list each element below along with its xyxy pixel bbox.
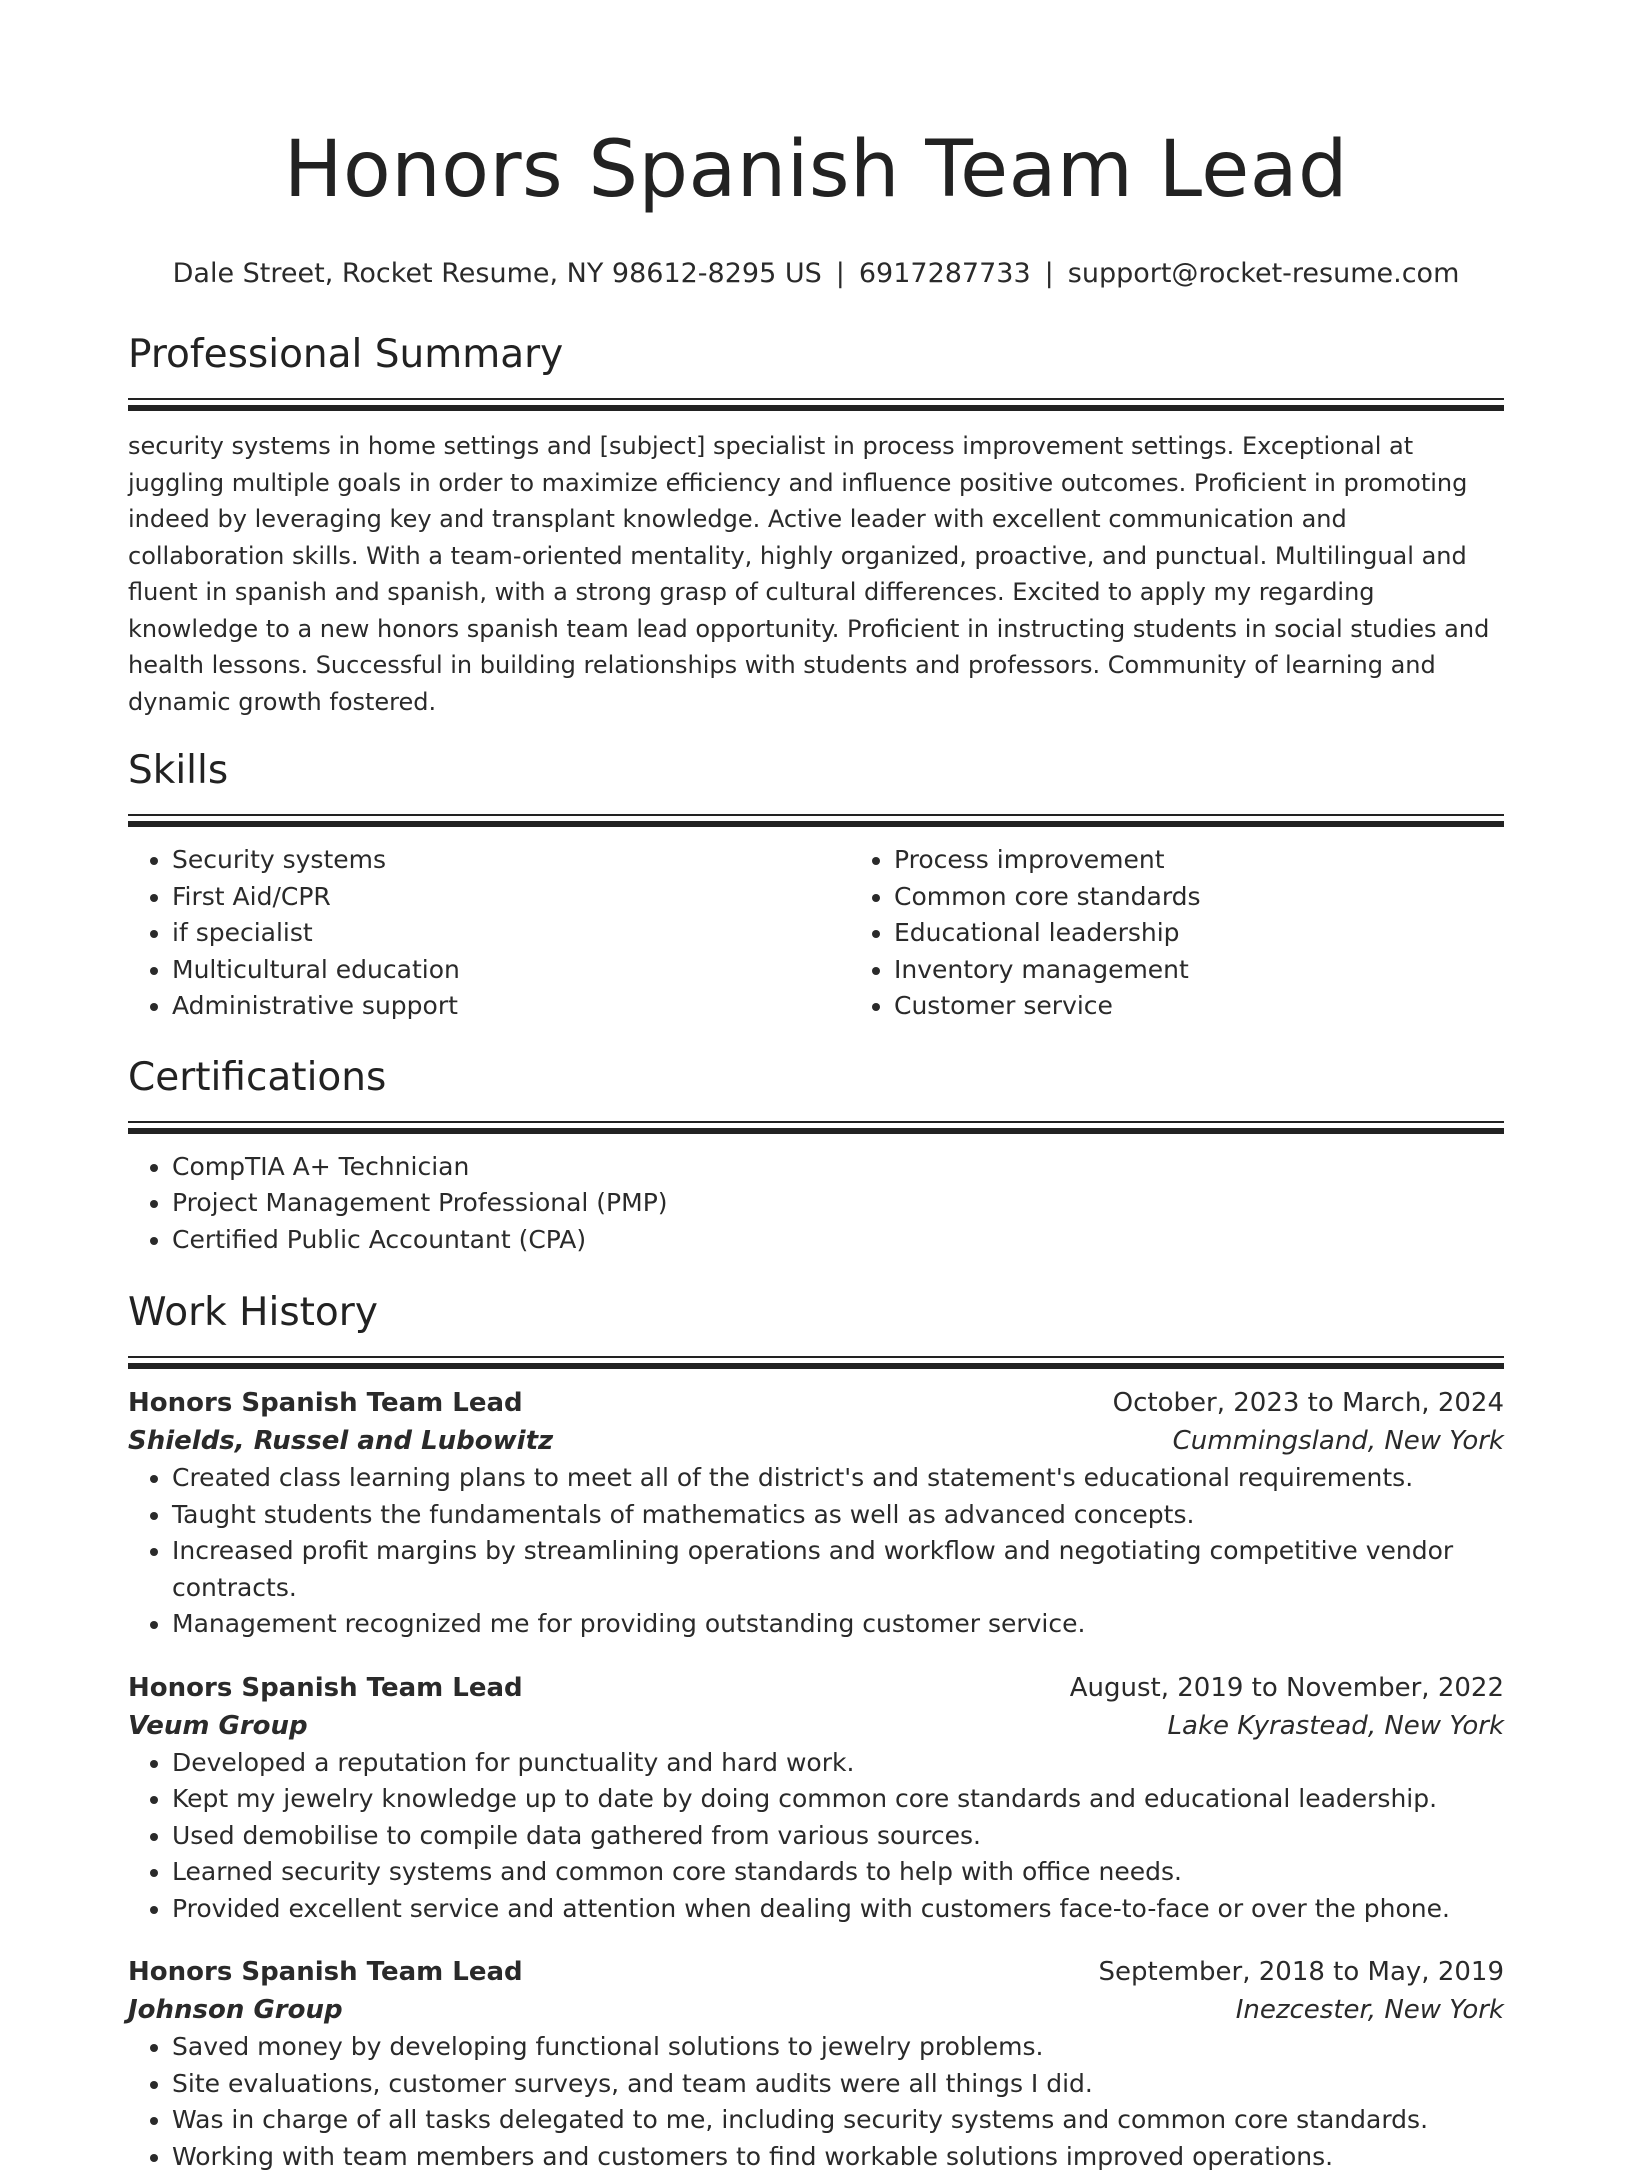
section-divider xyxy=(128,1356,1504,1368)
job-header-row xyxy=(128,1953,1504,1991)
job-bullet: • Kept my jewelry knowledge up to date by doing common core standards and educational leadership. xyxy=(172,1781,1504,1818)
job-entry xyxy=(128,1953,1504,2175)
job-company: Veum Group xyxy=(128,1707,308,1745)
job-location: Inezcester, New York xyxy=(1236,1991,1504,2029)
job-bullet: • Site evaluations, customer surveys, and team audits were all things I did. xyxy=(172,2066,1504,2103)
certifications-list xyxy=(128,1149,1504,1259)
job-title: Honors Spanish Team Lead xyxy=(128,1953,523,1991)
skills-section xyxy=(128,746,1504,1025)
skill-item: • Inventory management xyxy=(894,952,1504,989)
job-bullets xyxy=(128,1460,1504,1643)
job-dates: September, 2018 to May, 2019 xyxy=(1099,1953,1505,1991)
job-bullet: • Increased profit margins by streamlining operations and workflow and negotiating competitive vendor contracts. xyxy=(172,1533,1504,1606)
job-company: Shields, Russel and Lubowitz xyxy=(128,1422,553,1460)
skills-grid xyxy=(128,842,1504,1025)
job-title: Honors Spanish Team Lead xyxy=(128,1384,523,1422)
job-company-row xyxy=(128,1991,1504,2029)
job-bullet: • Working with team members and customers to find workable solutions improved operations. xyxy=(172,2139,1504,2175)
summary-heading: Professional Summary xyxy=(128,330,1504,380)
job-location: Lake Kyrastead, New York xyxy=(1168,1707,1504,1745)
section-divider xyxy=(128,814,1504,826)
job-header-row xyxy=(128,1384,1504,1422)
work-history-section xyxy=(128,1288,1504,2175)
resume-name: Honors Spanish Team Lead xyxy=(128,0,1504,222)
job-bullet: • Used demobilise to compile data gathered from various sources. xyxy=(172,1818,1504,1855)
job-bullet: • Developed a reputation for punctuality and hard work. xyxy=(172,1745,1504,1782)
job-company-row xyxy=(128,1707,1504,1745)
job-header-row xyxy=(128,1669,1504,1707)
job-bullets xyxy=(128,1745,1504,1928)
job-bullet: • Provided excellent service and attention when dealing with customers face-to-face or over the phone. xyxy=(172,1891,1504,1928)
job-dates: August, 2019 to November, 2022 xyxy=(1070,1669,1504,1707)
skill-item: • Common core standards xyxy=(894,879,1504,916)
skill-item: • Process improvement xyxy=(894,842,1504,879)
contact-line xyxy=(128,256,1504,292)
contact-separator: | xyxy=(836,256,845,292)
job-entry xyxy=(128,1384,1504,1643)
section-divider xyxy=(128,398,1504,410)
skill-item: • Customer service xyxy=(894,988,1504,1025)
certification-item: • CompTIA A+ Technician xyxy=(172,1149,1504,1186)
contact-separator: | xyxy=(1045,256,1054,292)
skill-item: • Educational leadership xyxy=(894,915,1504,952)
job-bullet: • Management recognized me for providing outstanding customer service. xyxy=(172,1606,1504,1643)
job-bullet: • Created class learning plans to meet all of the district's and statement's educational requirements. xyxy=(172,1460,1504,1497)
job-entry xyxy=(128,1669,1504,1928)
summary-text: security systems in home settings and [subject] specialist in process improvement settings. Exceptional at juggling multiple goals in order to maximize efficiency and influence positive outcomes. Proficient in promoting indeed by leveraging key and transplant knowledge. Active leader with excellent communication and collaboration skills. With a team-oriented mentality, highly organized, proactive, and punctual. Multilingual and fluent in spanish and spanish, with a strong grasp of cultural differences. Excited to apply my regarding knowledge to a new honors spanish team lead opportunity. Proficient in instructing students in social studies and health lessons. Successful in building relationships with students and professors. Community of learning and dynamic growth fostered. xyxy=(128,428,1504,720)
skill-item: • Administrative support xyxy=(172,988,850,1025)
certification-item: • Certified Public Accountant (CPA) xyxy=(172,1222,1504,1259)
job-bullets xyxy=(128,2029,1504,2175)
job-company: Johnson Group xyxy=(128,1991,343,2029)
contact-address: Dale Street, Rocket Resume, NY 98612-8295 US xyxy=(173,258,822,289)
job-title: Honors Spanish Team Lead xyxy=(128,1669,523,1707)
job-location: Cummingsland, New York xyxy=(1173,1422,1504,1460)
skill-item: • if specialist xyxy=(172,915,850,952)
job-dates: October, 2023 to March, 2024 xyxy=(1113,1384,1504,1422)
certifications-heading: Certifications xyxy=(128,1053,1504,1103)
job-bullet: • Was in charge of all tasks delegated to me, including security systems and common core standards. xyxy=(172,2102,1504,2139)
work-history-heading: Work History xyxy=(128,1288,1504,1338)
job-bullet: • Learned security systems and common core standards to help with office needs. xyxy=(172,1854,1504,1891)
contact-phone: 6917287733 xyxy=(859,258,1031,289)
skills-heading: Skills xyxy=(128,746,1504,796)
job-bullet: • Saved money by developing functional solutions to jewelry problems. xyxy=(172,2029,1504,2066)
skill-item: • First Aid/CPR xyxy=(172,879,850,916)
contact-email: support@rocket-resume.com xyxy=(1068,258,1460,289)
job-bullet: • Taught students the fundamentals of mathematics as well as advanced concepts. xyxy=(172,1497,1504,1534)
job-company-row xyxy=(128,1422,1504,1460)
skills-list-left xyxy=(128,842,850,1025)
skill-item: • Security systems xyxy=(172,842,850,879)
certifications-section xyxy=(128,1053,1504,1259)
summary-section xyxy=(128,330,1504,720)
skills-list-right xyxy=(850,842,1504,1025)
section-divider xyxy=(128,1121,1504,1133)
certification-item: • Project Management Professional (PMP) xyxy=(172,1185,1504,1222)
skill-item: • Multicultural education xyxy=(172,952,850,989)
